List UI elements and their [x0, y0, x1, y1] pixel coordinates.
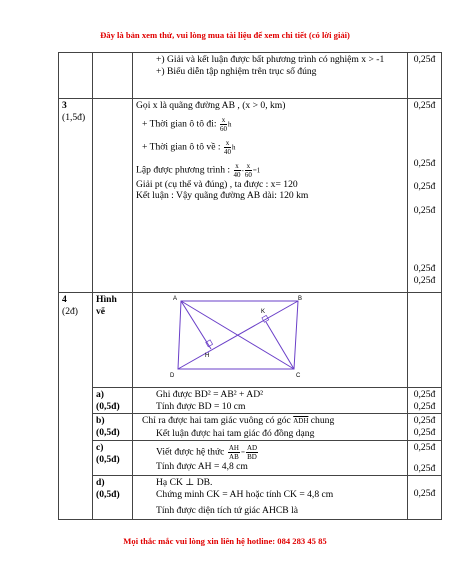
answer-table	[58, 52, 442, 520]
part-label: b)	[96, 415, 105, 426]
solution-line: Ghi được BD² = AB² + AD²	[156, 389, 264, 400]
table-row	[59, 441, 442, 476]
denominator: BD	[247, 453, 257, 461]
solution-line	[136, 444, 404, 461]
point-label-c: C	[296, 373, 301, 379]
text: Chỉ ra được hai tam giác vuông có góc	[142, 415, 291, 426]
question-score: (2đ)	[62, 305, 78, 317]
content-cell	[133, 53, 408, 99]
point-label-h: H	[205, 353, 210, 359]
conclusion-line: Kết luận : Vậy quãng đường AB dài: 120 km	[136, 190, 309, 201]
cell-empty	[59, 53, 93, 99]
points-value: 0,25đ	[413, 415, 436, 426]
numerator: AD	[246, 444, 258, 452]
question-number: 4	[62, 294, 67, 305]
part-score: (0,5đ)	[96, 488, 120, 500]
solution-line	[136, 415, 404, 428]
content-cell	[133, 388, 408, 414]
points-cell	[408, 414, 442, 441]
rectangle-figure	[156, 294, 306, 382]
cell-empty	[93, 99, 133, 293]
points-value: 0,25đ	[413, 204, 436, 216]
equation-line	[136, 162, 404, 179]
table-row	[59, 388, 442, 414]
angle-symbol: $\overline{ADH}$	[293, 417, 309, 425]
content-cell	[133, 99, 408, 293]
minus-sign: -	[241, 166, 244, 175]
part-label: c)	[96, 442, 104, 453]
points-value: 0,25đ	[413, 54, 436, 65]
numerator: x	[235, 161, 239, 170]
part-label-cell	[93, 441, 133, 476]
segment-ck	[266, 322, 294, 369]
denominator: 40	[233, 170, 241, 179]
figure-label-cell	[93, 293, 133, 388]
text: Viết được hệ thức	[156, 446, 225, 458]
numerator: AH	[228, 444, 239, 452]
content-cell	[133, 441, 408, 476]
point-label-k: K	[261, 309, 266, 315]
equation-label: Lập được phương trình :	[136, 164, 231, 176]
points-cell	[408, 476, 442, 520]
cell-empty	[408, 293, 442, 388]
car-time-fraction	[220, 116, 227, 133]
points-value: 0,25đ	[413, 462, 436, 474]
solution-line: Kết luận được hai tam giác đó đồng dạng	[156, 427, 315, 439]
points-value: 0,25đ	[413, 100, 436, 111]
content-cell	[133, 476, 408, 520]
denominator: AB	[229, 453, 239, 461]
ratio-1	[228, 444, 240, 461]
solution-line: Giải pt (cụ thể và đúng) , ta được : x= 120	[136, 178, 298, 190]
table-row	[59, 476, 442, 520]
question-number: 3	[62, 100, 67, 111]
part-score: (0,5đ)	[96, 426, 120, 438]
points-value: 0,25đ	[413, 389, 436, 400]
point-label-b: B	[298, 296, 303, 302]
points-value: 0,25đ	[413, 263, 436, 274]
eq-fraction-2	[245, 162, 252, 179]
footer-banner: Mọi thắc mắc vui lòng xin liên hệ hotline: 084 283 45 85	[123, 536, 327, 546]
table-row	[59, 53, 442, 99]
car-time-label: + Thời gian ô tô đi:	[142, 118, 217, 130]
figure-label: vẽ	[96, 305, 106, 317]
part-score: (0,5đ)	[96, 400, 120, 412]
cell-empty	[93, 53, 133, 99]
part-label: a)	[96, 389, 104, 400]
equation-rhs: =1	[252, 166, 261, 175]
points-cell	[408, 388, 442, 414]
unit: h	[227, 120, 232, 129]
car-time-line	[136, 116, 404, 133]
moto-time-label: + Thời gian ô tô về :	[142, 141, 221, 153]
table-row	[59, 99, 442, 293]
points-cell	[408, 441, 442, 476]
points-value: 0,25đ	[413, 442, 436, 453]
moto-time-line	[136, 139, 404, 156]
content-cell	[133, 414, 408, 441]
points-value: 0,25đ	[413, 426, 436, 438]
eq-fraction-1	[234, 162, 241, 179]
part-label-cell	[93, 476, 133, 520]
numerator: x	[225, 138, 230, 147]
part-label: d)	[96, 477, 105, 488]
denominator: 60	[219, 124, 227, 133]
solution-line: Hạ CK ⊥ DB.	[156, 477, 213, 488]
numerator: x	[246, 161, 251, 170]
points-value: 0,25đ	[413, 157, 436, 169]
unit: h	[231, 143, 236, 152]
diagonal-db	[178, 301, 298, 369]
point-label-a: A	[173, 296, 178, 302]
points-value: 0,25đ	[413, 181, 436, 192]
denominator: 60	[244, 170, 252, 179]
figure-cell	[133, 293, 408, 388]
figure-label: Hình	[96, 294, 117, 305]
points-cell	[408, 53, 442, 99]
solution-line: Chứng minh CK = AH hoặc tính CK = 4,8 cm	[156, 488, 334, 500]
solution-line: Gọi x là quãng đường AB , (x > 0, km)	[136, 100, 286, 111]
header-banner: Đây là bản xem thử, vui lòng mua tài liệu để xem chi tiết (có lời giải)	[100, 30, 350, 40]
points-value: 0,25đ	[413, 274, 436, 286]
part-label-cell	[93, 388, 133, 414]
solution-line: Tính được AH = 4,8 cm	[156, 461, 248, 472]
ratio-2	[246, 444, 258, 461]
points-value: 0,25đ	[413, 400, 436, 412]
part-label-cell	[93, 414, 133, 441]
moto-time-fraction	[224, 139, 231, 156]
point-label-d: D	[170, 373, 175, 379]
solution-line: +) Giải và kết luận được bất phương trình có nghiệm x > -1	[156, 54, 385, 65]
points-value: 0,25đ	[413, 488, 436, 499]
question-number-cell	[59, 99, 93, 293]
numerator: x	[221, 115, 226, 124]
part-score: (0,5đ)	[96, 453, 120, 465]
question-score: (1,5đ)	[62, 111, 86, 123]
table-row	[59, 293, 442, 388]
points-cell	[408, 99, 442, 293]
denominator: 40	[223, 147, 231, 156]
question-number-cell	[59, 293, 93, 520]
table-row	[59, 414, 442, 441]
solution-line: Tính được diện tích tứ giác AHCB là	[156, 505, 299, 516]
text: chung	[310, 415, 335, 426]
solution-line: +) Biểu diễn tập nghiệm trên trục số đúng	[156, 65, 317, 77]
equals-sign: =	[240, 448, 245, 457]
solution-line: Tính được BD = 10 cm	[156, 400, 246, 412]
